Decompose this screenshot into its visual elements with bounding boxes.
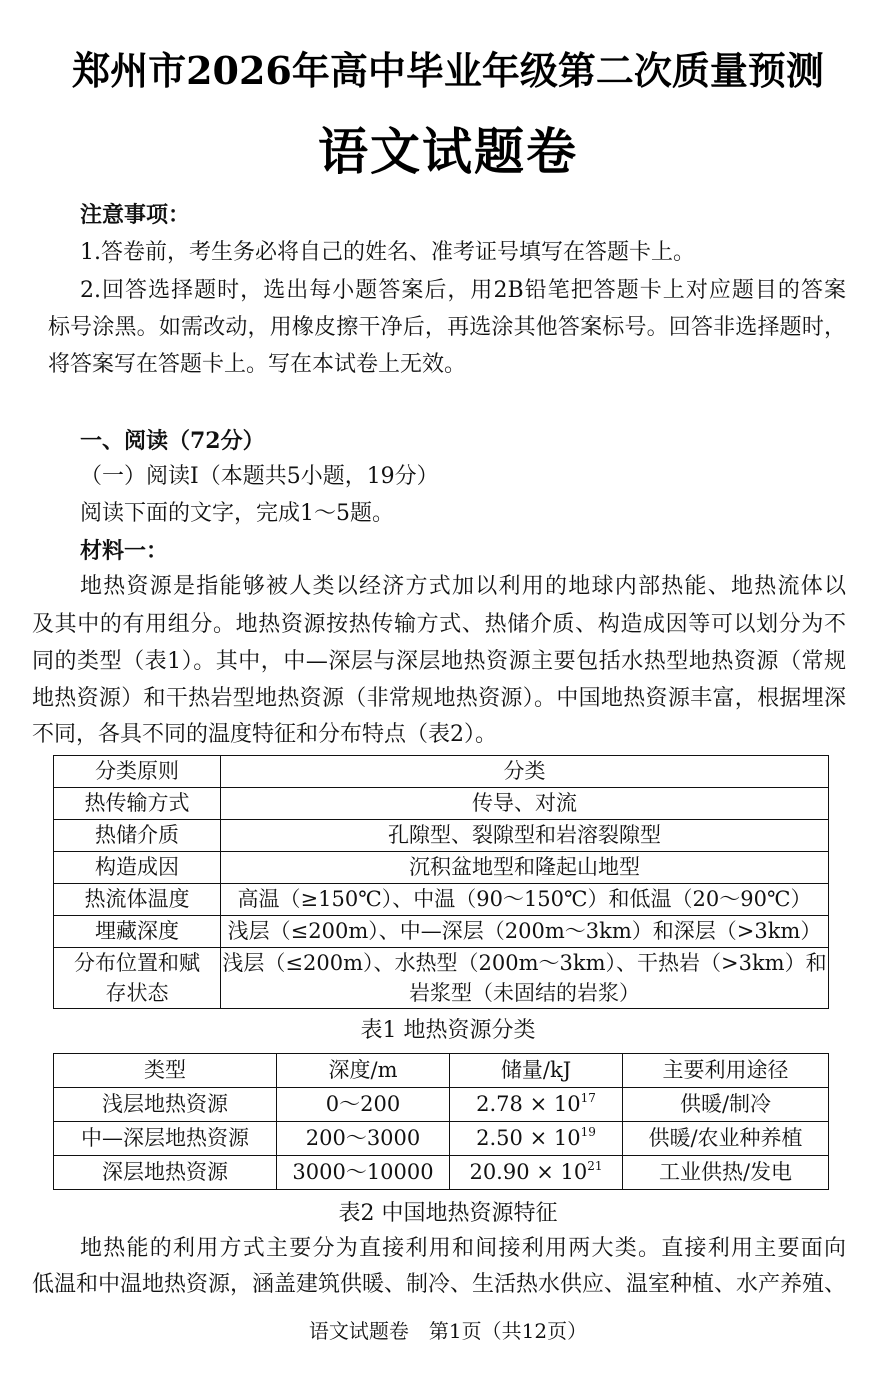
table-cell — [54, 948, 221, 1009]
reserve-base: 20.90 × 10 — [469, 1160, 588, 1184]
section-instruction: 阅读下面的文字，完成1～5题。 — [80, 501, 394, 526]
reserve-base: 2.78 × 10 — [476, 1092, 581, 1116]
table-cell: 200～3000 — [277, 1122, 450, 1156]
cell-line: 分布位置和赋 — [74, 951, 200, 975]
table1-caption: 表1 地热资源分类 — [360, 1018, 536, 1043]
table-header-cell: 主要利用途径 — [623, 1054, 829, 1088]
passage1-line-1: 地热资源是指能够被人类以经济方式加以利用的地球内部热能、地热流体以 — [80, 574, 846, 599]
table-cell: 热流体温度 — [54, 884, 221, 916]
table-header-row — [54, 756, 829, 788]
table-cell: 工业供热/发电 — [623, 1156, 829, 1190]
table-header-cell: 分类原则 — [54, 756, 221, 788]
table-header-cell: 储量/kJ — [450, 1054, 623, 1088]
classification-table — [53, 755, 829, 1009]
notice-item-2-line-3: 将答案写在答题卡上。写在本试卷上无效。 — [48, 352, 467, 377]
passage2-line-1: 地热能的利用方式主要分为直接利用和间接利用两大类。直接利用主要面向 — [80, 1236, 846, 1261]
reserve-exponent: 17 — [580, 1091, 596, 1105]
passage1-line-3: 同的类型（表1）。其中，中—深层与深层地热资源主要包括水热型地热资源（常规 — [32, 649, 846, 674]
section-heading: 一、阅读（72分） — [80, 428, 265, 454]
passage1-line-5: 不同，各具不同的温度特征和分布特点（表2）。 — [32, 722, 497, 747]
table-cell: 热传输方式 — [54, 788, 221, 820]
table-cell — [450, 1122, 623, 1156]
notice-heading: 注意事项： — [80, 202, 191, 228]
material-label: 材料一： — [80, 538, 169, 564]
table-row — [54, 948, 829, 1009]
table-cell: 深层地热资源 — [54, 1156, 277, 1190]
table-row — [54, 916, 829, 948]
notice-item-2-line-1: 2.回答选择题时，选出每小题答案后，用2B铅笔把答题卡上对应题目的答案 — [80, 278, 846, 303]
table-row — [54, 820, 829, 852]
table-row — [54, 1156, 829, 1190]
table-cell: 沉积盆地型和隆起山地型 — [221, 852, 829, 884]
table-cell: 中—深层地热资源 — [54, 1122, 277, 1156]
reserve-exponent: 21 — [587, 1159, 603, 1173]
exam-title: 郑州市2026年高中毕业年级第二次质量预测 — [72, 48, 824, 93]
table-cell — [450, 1156, 623, 1190]
reserve-base: 2.50 × 10 — [476, 1126, 581, 1150]
notice-item-2-line-2: 标号涂黑。如需改动，用橡皮擦干净后，再选涂其他答案标号。回答非选择题时， — [48, 315, 846, 340]
table-row — [54, 1088, 829, 1122]
cell-line: 浅层（≤200m）、水热型（200m～3km）、干热岩（>3km）和 — [222, 951, 827, 975]
table2-caption: 表2 中国地热资源特征 — [338, 1201, 558, 1226]
table-cell: 供暖/农业种养植 — [623, 1122, 829, 1156]
table-header-cell: 深度/m — [277, 1054, 450, 1088]
table-cell — [221, 948, 829, 1009]
table-cell: 浅层（≤200m）、中—深层（200m～3km）和深层（>3km） — [221, 916, 829, 948]
table-header-cell: 分类 — [221, 756, 829, 788]
reserve-exponent: 19 — [580, 1125, 596, 1139]
table-cell — [450, 1088, 623, 1122]
page-footer: 语文试题卷 第1页（共12页） — [308, 1319, 588, 1343]
table-cell: 热储介质 — [54, 820, 221, 852]
cell-line: 岩浆型（未固结的岩浆） — [409, 981, 640, 1005]
passage2-line-2: 低温和中温地热资源，涵盖建筑供暖、制冷、生活热水供应、温室种植、水产养殖、 — [32, 1272, 847, 1297]
table-cell: 供暖/制冷 — [623, 1088, 829, 1122]
table-cell: 孔隙型、裂隙型和岩溶裂隙型 — [221, 820, 829, 852]
cell-line: 存状态 — [105, 981, 169, 1005]
table-header-row — [54, 1054, 829, 1088]
table-row — [54, 1122, 829, 1156]
table-cell: 构造成因 — [54, 852, 221, 884]
table-cell: 3000～10000 — [277, 1156, 450, 1190]
table-header-cell: 类型 — [54, 1054, 277, 1088]
table-cell: 高温（≥150℃）、中温（90～150℃）和低温（20～90℃） — [221, 884, 829, 916]
paper-subtitle: 语文试题卷 — [318, 122, 578, 181]
notice-item-1: 1.答卷前，考生务必将自己的姓名、准考证号填写在答题卡上。 — [80, 240, 695, 265]
resource-features-table — [53, 1053, 829, 1190]
section-sub-heading: （一）阅读Ⅰ（本题共5小题，19分） — [80, 464, 439, 489]
passage1-line-4: 地热资源）和干热岩型地热资源（非常规地热资源）。中国地热资源丰富，根据埋深 — [32, 686, 846, 711]
table-cell: 传导、对流 — [221, 788, 829, 820]
table-row — [54, 788, 829, 820]
table-row — [54, 852, 829, 884]
table-cell: 浅层地热资源 — [54, 1088, 277, 1122]
passage1-line-2: 及其中的有用组分。地热资源按热传输方式、热储介质、构造成因等可以划分为不 — [32, 612, 846, 637]
table-cell: 埋藏深度 — [54, 916, 221, 948]
table-row — [54, 884, 829, 916]
table-cell: 0～200 — [277, 1088, 450, 1122]
